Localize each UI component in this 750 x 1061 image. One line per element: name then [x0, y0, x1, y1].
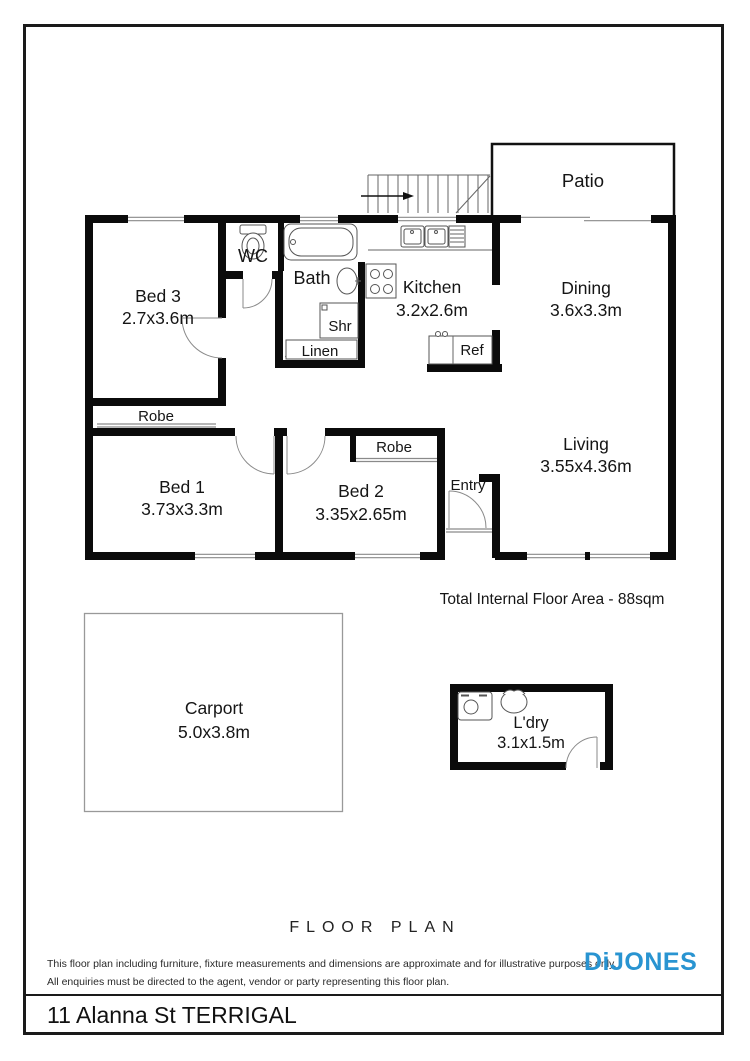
ref-label: Ref	[460, 342, 484, 359]
kitchen-label: Kitchen	[402, 277, 462, 297]
bed2-label: Bed 2	[338, 481, 384, 501]
ldry-dims: 3.1x1.5m	[497, 734, 565, 752]
laundry-door	[566, 737, 597, 768]
carport-dims: 5.0x3.8m	[178, 722, 250, 742]
entry-door	[449, 491, 486, 528]
wc-label: WC	[238, 246, 268, 266]
wc-door	[243, 279, 272, 308]
dining-dims: 3.6x3.3m	[550, 300, 622, 320]
kitchen-dims: 3.2x2.6m	[396, 300, 468, 320]
laundry-sink-icon	[501, 690, 527, 713]
entry-label: Entry	[450, 477, 486, 494]
shr-label: Shr	[328, 318, 352, 335]
robe1-label: Robe	[138, 408, 174, 425]
bed2-door	[287, 436, 325, 474]
living-label: Living	[563, 434, 609, 454]
bed1-door	[236, 436, 274, 474]
kitchen-sink-icon	[368, 226, 492, 250]
linen-label: Linen	[301, 343, 339, 360]
disclaimer-line-2: All enquiries must be directed to the agent, vendor or party representing this floor plan.	[47, 975, 450, 988]
bathtub-icon	[284, 224, 357, 260]
bed3-label: Bed 3	[135, 286, 181, 306]
living-dims: 3.55x4.36m	[540, 456, 632, 476]
bed1-dims: 3.73x3.3m	[141, 499, 223, 519]
ldry-label: L'dry	[513, 714, 549, 732]
laundry-trough-icon	[458, 692, 492, 720]
bath-sink-icon	[337, 268, 361, 294]
carport-label: Carport	[184, 698, 244, 718]
stairs	[361, 175, 490, 213]
bed3-dims: 2.7x3.6m	[122, 308, 194, 328]
disclaimer	[47, 956, 616, 991]
bed2-dims: 3.35x2.65m	[315, 504, 407, 524]
disclaimer-line-1: This floor plan including furniture, fixture measurements and dimensions are approximate and for illustrative purposes only.	[47, 958, 617, 970]
address-separator-line	[23, 994, 724, 996]
floor-plan-heading: FLOOR PLAN	[289, 919, 461, 936]
bed1-label: Bed 1	[159, 477, 205, 497]
bath-label: Bath	[293, 268, 331, 288]
property-address: 11 Alanna St TERRIGAL	[47, 1002, 297, 1028]
dijones-logo: DiJONES	[584, 948, 698, 976]
stove-icon	[366, 264, 396, 298]
dining-label: Dining	[561, 278, 611, 298]
total-area-text: Total Internal Floor Area - 88sqm	[439, 591, 665, 608]
robe2-label: Robe	[376, 439, 412, 456]
patio-label: Patio	[561, 170, 605, 191]
